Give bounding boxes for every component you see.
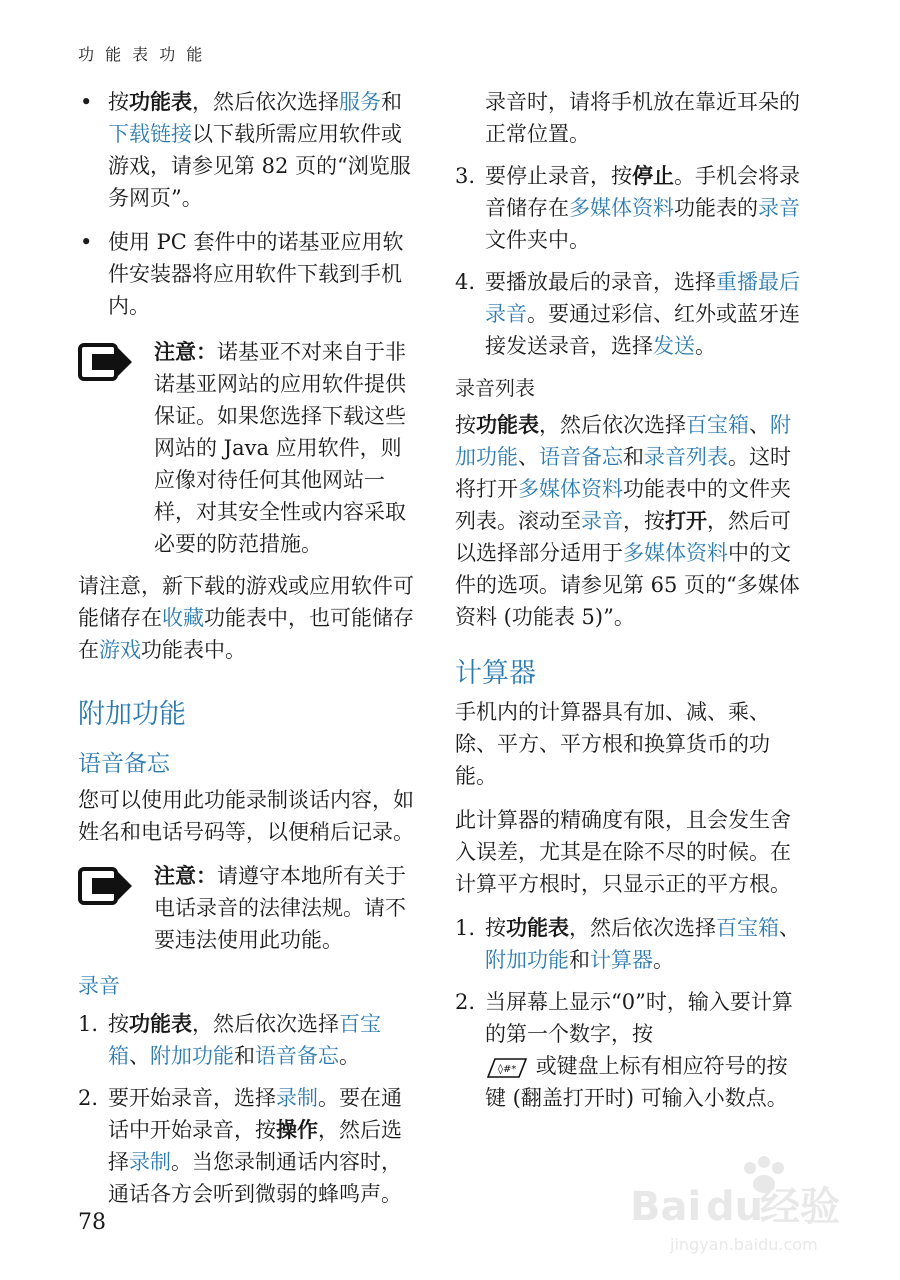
menu-term: 功能表 — [476, 412, 539, 437]
link-voice-memo[interactable]: 语音备忘 — [255, 1044, 339, 1068]
note-hand-icon — [78, 866, 134, 906]
bullet-item — [78, 86, 418, 214]
step-number: 4. — [455, 270, 476, 294]
text: 要播放最后的录音，选择 — [485, 270, 716, 294]
note-body: 诺基亚不对来自于非诺基亚网站的应用软件提供保证。如果您选择下载这些网站的 Java 应用软件，则应像对待任何其他网站一样，对其安全性或内容采取必要的防范措施。 — [154, 340, 406, 556]
link-favorites[interactable]: 收藏 — [162, 606, 204, 630]
text: 和 — [381, 90, 402, 114]
steps-list — [455, 160, 800, 362]
link-services[interactable]: 服务 — [339, 90, 381, 114]
text: 、 — [518, 445, 539, 469]
left-column — [78, 86, 418, 1220]
menu-term: 操作 — [276, 1117, 318, 1142]
text: 当屏幕上显示“0”时，输入要计算的第一个数字，按 — [485, 990, 793, 1046]
text: ，然后可以选择部分适用于 — [455, 509, 791, 565]
step-item — [455, 986, 800, 1114]
link-applications[interactable]: 百宝箱 — [108, 1012, 381, 1068]
link-play-last[interactable]: 重播最后录音 — [485, 270, 800, 326]
text: 文件夹中。 — [485, 228, 590, 252]
link-applications[interactable]: 百宝箱 — [716, 916, 779, 940]
step-item — [455, 266, 800, 362]
note-label: 注意： — [154, 339, 217, 364]
step-item — [78, 1082, 418, 1210]
text: 请注意，新下载的游戏或应用软件可能储存在 — [78, 574, 414, 630]
text: 按 — [108, 1012, 129, 1036]
text: 按 — [108, 90, 129, 114]
step-item — [78, 1008, 418, 1072]
step-number: 1. — [78, 1012, 99, 1036]
menu-term: 打开 — [665, 508, 707, 533]
watermark-url: jingyan.baidu.com — [670, 1235, 818, 1254]
paragraph — [78, 570, 418, 666]
link-gallery[interactable]: 多媒体资料 — [623, 541, 728, 565]
subsection-heading-voice-memo: 语音备忘 — [78, 751, 170, 777]
link-send[interactable]: 发送 — [653, 334, 695, 358]
watermark-cn: 经验 — [760, 1184, 840, 1230]
text: 要停止录音，按 — [485, 164, 632, 188]
link-calculator[interactable]: 计算器 — [590, 948, 653, 972]
link-recordings[interactable]: 录音 — [581, 509, 623, 533]
steps-list — [455, 912, 800, 1114]
text: 。要在通话中开始录音，按 — [108, 1086, 402, 1142]
text: 和 — [623, 445, 644, 469]
text: 。 — [653, 948, 674, 972]
hash-key-icon — [485, 1056, 529, 1080]
section-heading-extras: 附加功能 — [78, 699, 186, 730]
link-extras[interactable]: 附加功能 — [150, 1044, 234, 1068]
text: ，然后依次选择 — [192, 1012, 339, 1036]
text: ，然后依次选择 — [539, 413, 686, 437]
text: 按 — [485, 916, 506, 940]
text: 要开始录音，选择 — [108, 1086, 276, 1110]
steps-list — [78, 1008, 418, 1210]
bullet-list — [78, 86, 418, 322]
note-hand-icon — [78, 342, 134, 382]
text: 。 — [339, 1044, 360, 1068]
paragraph — [455, 409, 800, 633]
step-number: 3. — [455, 164, 476, 188]
link-recordings[interactable]: 录音 — [758, 196, 800, 220]
step-number: 1. — [455, 916, 476, 940]
text: 功能表中的文件夹列表。滚动至 — [455, 477, 791, 533]
paragraph: 手机内的计算器具有加、减、乘、除、平方、平方根和换算货币的功能。 — [455, 700, 770, 788]
text: ，按 — [623, 509, 665, 533]
link-record[interactable]: 录制 — [129, 1150, 171, 1174]
step-continuation: 录音时，请将手机放在靠近耳朵的正常位置。 — [485, 90, 800, 146]
text: 以下载所需应用软件或游戏，请参见第 82 页的“浏览服务网页”。 — [108, 122, 411, 210]
paragraph: 此计算器的精确度有限，且会发生舍入误差，尤其是在除不尽的时候。在计算平方根时，只显示正的平方根。 — [455, 808, 791, 896]
text: 。这时将打开 — [455, 445, 791, 501]
text: ，然后依次选择 — [569, 916, 716, 940]
note-body: 请遵守本地所有关于电话录音的法律法规。请不要违法使用此功能。 — [154, 864, 406, 952]
step-number: 2. — [78, 1086, 99, 1110]
link-games[interactable]: 游戏 — [99, 638, 141, 662]
text: 按 — [455, 413, 476, 437]
link-extras[interactable]: 附加功能 — [485, 948, 569, 972]
link-gallery[interactable]: 多媒体资料 — [569, 196, 674, 220]
note-text — [154, 336, 418, 560]
text: ，然后依次选择 — [192, 90, 339, 114]
right-column — [455, 86, 800, 1124]
text: 。要通过彩信、红外或蓝牙连接发送录音，选择 — [485, 302, 800, 358]
text: 功能表中，也可能储存在 — [78, 606, 414, 662]
text: ，然后选择 — [108, 1118, 402, 1174]
link-recordings-list[interactable]: 录音列表 — [644, 445, 728, 469]
note-label: 注意： — [154, 863, 217, 888]
text: 。手机会将录音储存在 — [485, 164, 800, 220]
running-header: 功 能 表 功 能 — [78, 45, 206, 64]
link-record[interactable]: 录制 — [276, 1086, 318, 1110]
text: 或键盘上标有相应符号的按键 (翻盖打开时) 可输入小数点。 — [485, 1054, 788, 1110]
link-extras[interactable]: 附加功能 — [455, 413, 791, 469]
subsection-heading-recordings-list: 录音列表 — [455, 376, 535, 400]
text: 、 — [129, 1044, 150, 1068]
section-heading-calculator: 计算器 — [455, 658, 536, 689]
note-text — [154, 860, 418, 956]
menu-term: 停止 — [632, 163, 674, 188]
page-number: 78 — [78, 1210, 106, 1235]
text: 和 — [234, 1044, 255, 1068]
text: 。 — [695, 334, 716, 358]
watermark-brand: Bai — [630, 1184, 702, 1230]
link-voice-memo[interactable]: 语音备忘 — [539, 445, 623, 469]
text: 。当您录制通话内容时，通话各方会听到微弱的蜂鸣声。 — [108, 1150, 402, 1206]
link-applications[interactable]: 百宝箱 — [686, 413, 749, 437]
svg-text:◊#*: ◊#* — [498, 1063, 517, 1075]
baidu-jingyan-watermark — [630, 1150, 860, 1260]
step-number: 2. — [455, 990, 476, 1014]
text: 功能表中。 — [141, 638, 246, 662]
step-item — [455, 912, 800, 976]
subsection-heading-record: 录音 — [78, 974, 120, 998]
step-item — [455, 160, 800, 256]
menu-term: 功能表 — [129, 1011, 192, 1036]
text: 、 — [779, 916, 800, 940]
link-download-links[interactable]: 下载链接 — [108, 122, 192, 146]
menu-term: 功能表 — [506, 915, 569, 940]
note-block — [78, 336, 418, 560]
text: 功能表的 — [674, 196, 758, 220]
paragraph: 您可以使用此功能录制谈话内容，如姓名和电话号码等，以便稍后记录。 — [78, 788, 414, 844]
text: 和 — [569, 948, 590, 972]
text: 、 — [749, 413, 770, 437]
link-gallery[interactable]: 多媒体资料 — [518, 477, 623, 501]
watermark-brand-du: du — [706, 1184, 764, 1230]
menu-term: 功能表 — [129, 89, 192, 114]
bullet-item: • 使用 PC 套件中的诺基亚应用软件安装器将应用软件下载到手机内。 — [78, 226, 418, 322]
note-block — [78, 860, 418, 956]
text: 中的文件的选项。请参见第 65 页的“多媒体资料 (功能表 5)”。 — [455, 541, 800, 629]
